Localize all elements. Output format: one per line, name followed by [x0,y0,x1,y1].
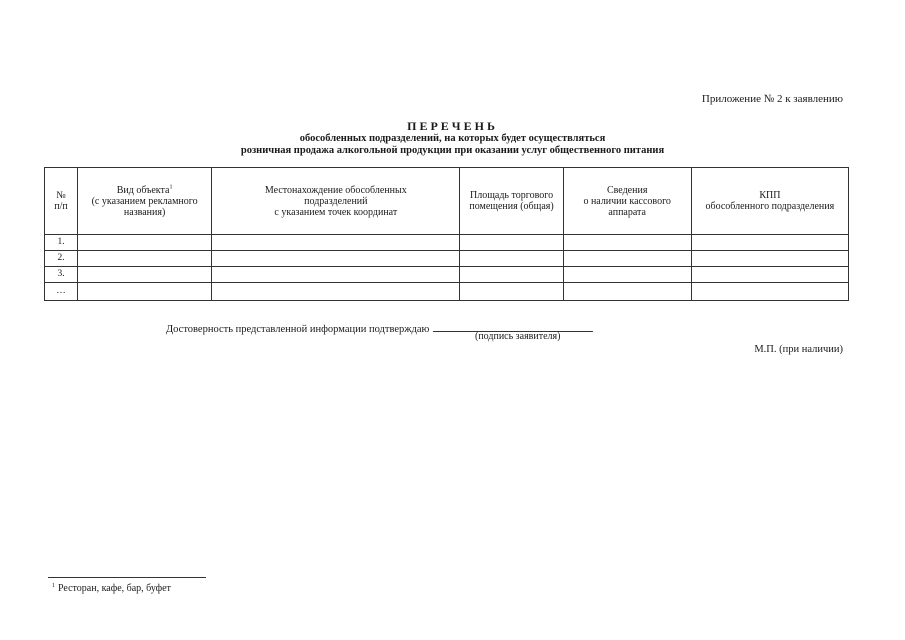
header-object-type-line-3: названия) [123,206,166,218]
header-location-line-2: подразделений [304,195,368,207]
cell-object-type[interactable] [78,251,212,267]
stamp-label: М.П. (при наличии) [754,344,843,355]
row-number: … [45,283,78,301]
cell-kpp[interactable] [691,235,848,251]
cell-area[interactable] [460,283,563,301]
header-kpp-line-2: обособленного подразделения [705,201,835,212]
table-header-row [45,168,849,235]
header-cash-register-line-1: Сведения [606,184,648,196]
cell-location[interactable] [212,251,460,267]
cell-cash-register[interactable] [563,283,691,301]
row-number: 1. [45,235,78,251]
header-area [460,168,563,235]
header-location-line-1: Местонахождение обособленных [264,184,407,196]
footnote-text: Ресторан, кафе, бар, буфет [58,583,171,594]
title-main: ПЕРЕЧЕНЬ [407,119,498,133]
footnote-marker: 1 [52,582,55,589]
confirmation-text: Достоверность представленной информации подтверждаю [166,324,430,335]
row-number: 2. [45,251,78,267]
table-row [45,267,849,283]
cell-location[interactable] [212,235,460,251]
cell-object-type[interactable] [78,283,212,301]
header-number-line-1: № [56,190,66,201]
table-row [45,235,849,251]
header-area-line-1: Площадь торгового [469,190,554,201]
cell-location[interactable] [212,267,460,283]
header-number-line-2: п/п [54,201,68,212]
cell-kpp[interactable] [691,267,848,283]
header-cash-register [563,168,691,235]
header-kpp [691,168,848,235]
document-title [0,119,905,157]
cell-area[interactable] [460,267,563,283]
header-cash-register-line-2: о наличии кассового [583,195,671,207]
cell-cash-register[interactable] [563,251,691,267]
row-number: 3. [45,267,78,283]
footnote [52,583,171,594]
header-cash-register-line-3: аппарата [608,206,646,218]
header-location-line-3: с указанием точек координат [274,206,398,218]
cell-kpp[interactable] [691,283,848,301]
cell-cash-register[interactable] [563,235,691,251]
header-location [212,168,460,235]
subdivisions-table [44,167,849,301]
cell-object-type[interactable] [78,267,212,283]
header-object-type [78,168,212,235]
header-area-line-2: помещения (общая) [469,201,554,212]
table-row [45,283,849,301]
header-kpp-line-1: КПП [759,190,781,201]
table-row [45,251,849,267]
header-object-type-line-2: (с указанием рекламного [91,195,198,207]
title-line-1: обособленных подразделений, на которых будет осуществляться [299,133,606,144]
cell-cash-register[interactable] [563,267,691,283]
cell-area[interactable] [460,235,563,251]
header-object-type-line-1: Вид объекта [116,184,170,196]
footnote-divider [48,577,206,578]
cell-area[interactable] [460,251,563,267]
signature-caption: (подпись заявителя) [475,331,561,342]
cell-object-type[interactable] [78,235,212,251]
cell-kpp[interactable] [691,251,848,267]
cell-location[interactable] [212,283,460,301]
title-line-2: розничная продажа алкогольной продукции при оказании услуг общественного питания [240,145,665,156]
footnote-ref: 1 [169,184,173,191]
header-number [45,168,78,235]
annex-label: Приложение № 2 к заявлению [701,93,843,105]
